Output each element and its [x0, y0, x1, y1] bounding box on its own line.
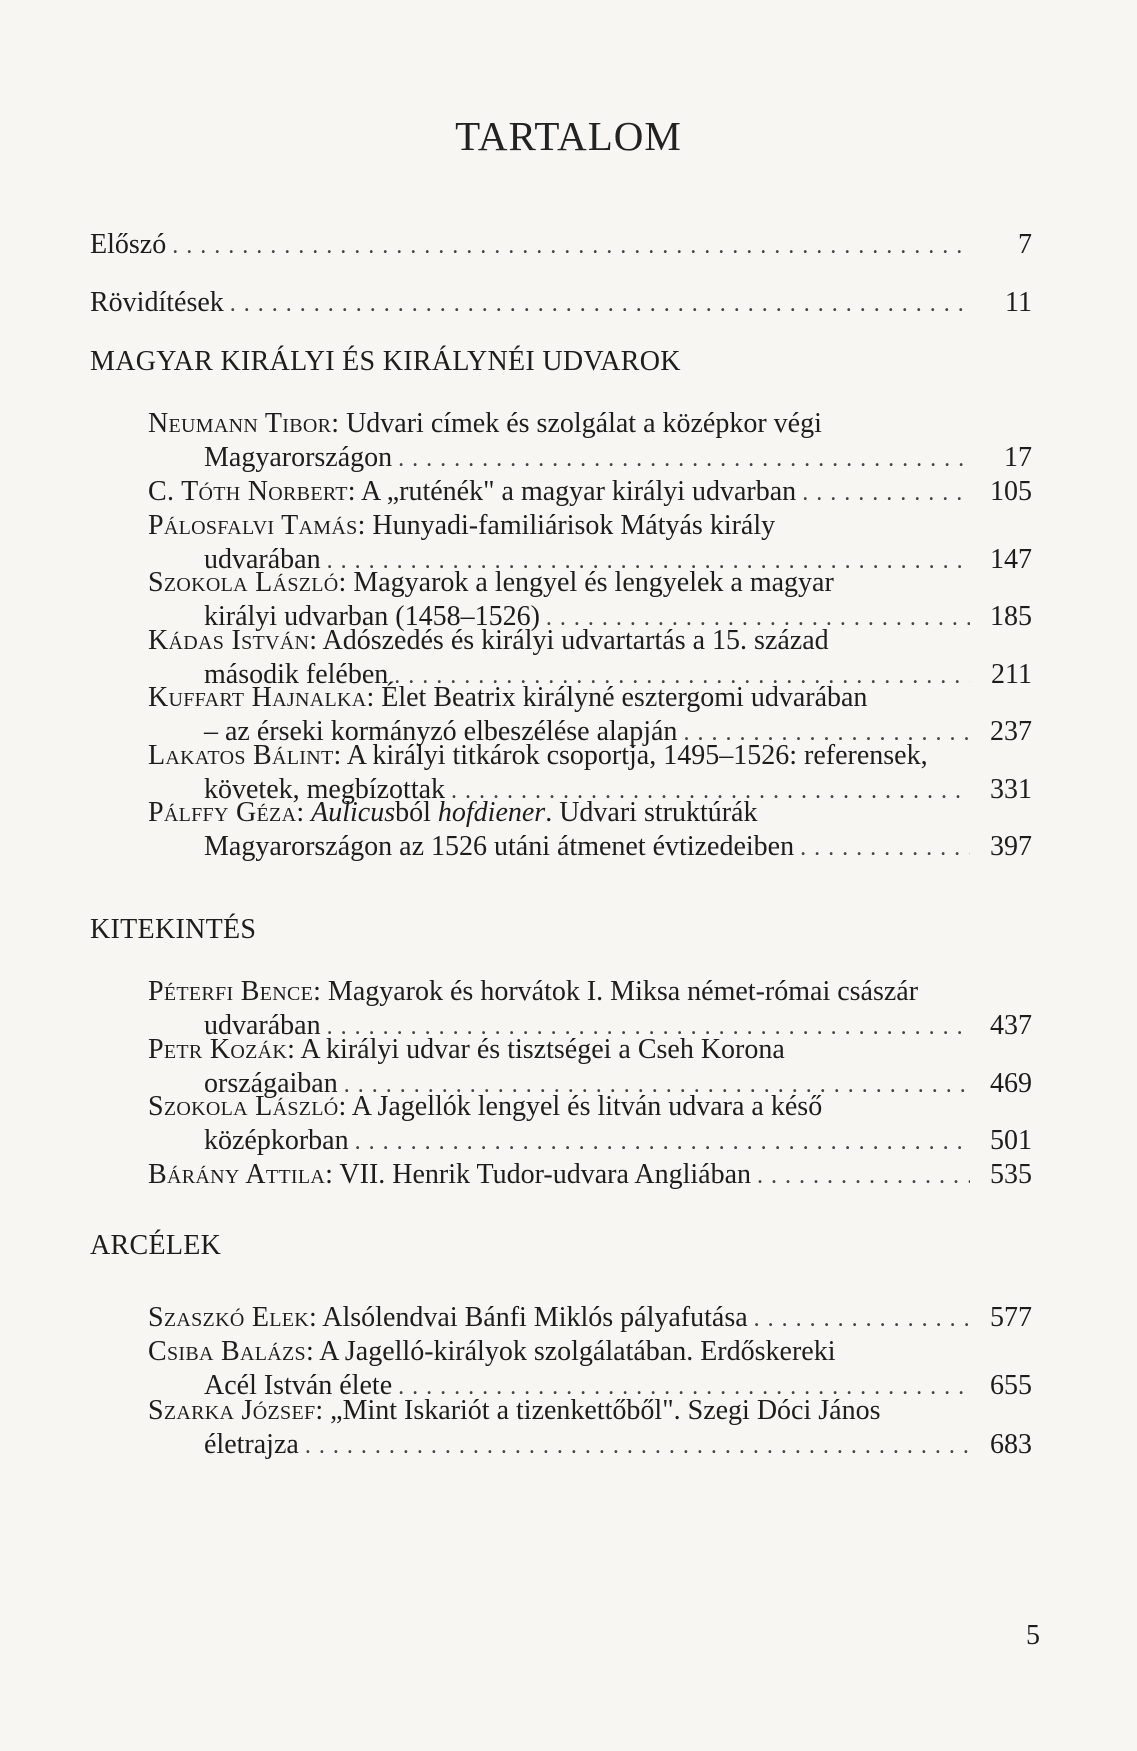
entry-title: A Jagelló-királyok szolgálatában. Erdőskereki [319, 1336, 836, 1367]
entry-author: Bárány Attila [148, 1159, 326, 1190]
entry-title: Alsólendvai Bánfi Miklós pályafutása [322, 1302, 748, 1333]
entry-title-cont: követek, megbízottak [204, 774, 446, 805]
entry-title: „Mint Iskariót a tizenkettőből". Szegi Dóci János [330, 1395, 881, 1426]
entry-page: 397 [990, 831, 1032, 862]
entry-title-cont: Magyarországon [204, 442, 393, 473]
leader-dots [800, 831, 970, 865]
entry-author: Csiba Balázs [148, 1336, 306, 1367]
entry-title: Udvari címek és szolgálat a középkor végi [346, 408, 822, 439]
entry-title: A királyi titkárok csoportja, 1495–1526: referensek, [346, 740, 928, 771]
toc-entry[interactable]: Szokola László: Magyarok a lengyel és lengyelek a magyar királyi udvarban (1458–1526) . . . 185 [148, 566, 1032, 635]
entry-page: 211 [991, 659, 1032, 690]
entry-page: 185 [990, 601, 1032, 632]
toc-entry[interactable]: Neumann Tibor: Udvari címek és szolgálat a középkor végi Magyarországon . . . 17 [148, 407, 1032, 476]
entry-author: Szokola László [148, 1091, 339, 1122]
entry-author: Lakatos Bálint [148, 740, 334, 771]
entry-title-cont: országaiban [204, 1068, 338, 1099]
entry-author: Neumann Tibor [148, 408, 332, 439]
toc-entry[interactable]: Péterfi Bence: Magyarok és horvátok I. Miksa német-római császár udvarában . . . 437 [148, 975, 1032, 1044]
section-heading: MAGYAR KIRÁLYI ÉS KIRÁLYNÉI UDVAROK [90, 346, 681, 377]
entry-title: A királyi udvar és tisztségei a Cseh Korona [300, 1034, 785, 1065]
section-heading: ARCÉLEK [90, 1230, 222, 1261]
leader-dots [754, 1302, 970, 1336]
entry-title-cont: középkorban [204, 1125, 349, 1156]
entry-author: Szokola László [148, 567, 339, 598]
entry-author: Péterfi Bence [148, 976, 314, 1007]
entry-author: Pálffy Géza [148, 797, 297, 828]
toc-entry[interactable]: Szokola László: A Jagellók lengyel és litván udvara a késő középkorban . . . 501 [148, 1090, 1032, 1159]
entry-title: ból [395, 797, 438, 828]
toc-entry-rovidites[interactable] [90, 286, 1032, 321]
entry-page: 7 [1018, 229, 1032, 260]
entry-page: 147 [990, 544, 1032, 575]
entry-title-cont: életrajza [204, 1429, 299, 1460]
entry-page: 237 [990, 716, 1032, 747]
entry-page: 437 [990, 1010, 1032, 1041]
leader-dots [355, 1125, 970, 1159]
entry-page: 331 [990, 774, 1032, 805]
entry-page: 501 [990, 1125, 1032, 1156]
entry-title-italic: hofdiener [437, 797, 546, 828]
entry-title: A Jagellók lengyel és litván udvara a késő [351, 1091, 823, 1122]
entry-title: Magyarok a lengyel és lengyelek a magyar [353, 567, 834, 598]
leader-dots [230, 287, 970, 321]
entry-title-cont: udvarában [204, 544, 321, 575]
entry-title: Adószedés és királyi udvartartás a 15. század [322, 625, 829, 656]
entry-page: 105 [990, 476, 1032, 507]
entry-page: 683 [990, 1429, 1032, 1460]
entry-author: Szaszkó Elek [148, 1302, 310, 1333]
entry-page: 577 [990, 1302, 1032, 1333]
entry-title-cont: királyi udvarban (1458–1526) [204, 601, 540, 632]
toc-entry[interactable]: Szarka József: „Mint Iskariót a tizenkettőből". Szegi Dóci János életrajza . . . 683 [148, 1394, 1032, 1463]
entry-author: Petr Kozák [148, 1034, 288, 1065]
toc-entry[interactable]: Pálosfalvi Tamás: Hunyadi-familiárisok Mátyás király udvarában . . . 147 [148, 509, 1032, 578]
entry-title-cont: udvarában [204, 1010, 321, 1041]
entry-title: . Udvari struktúrák [545, 797, 758, 828]
entry-title: A „ruténék" a magyar királyi udvarban [361, 476, 797, 507]
page-title: TARTALOM [455, 113, 682, 159]
entry-title: Rövidítések [90, 287, 224, 318]
toc-entry[interactable]: Csiba Balázs: A Jagelló-királyok szolgálatában. Erdőskereki Acél István élete . . . 655 [148, 1335, 1032, 1404]
page-number: 5 [1026, 1620, 1040, 1651]
section-heading: KITEKINTÉS [90, 914, 257, 945]
entry-title: Élet Beatrix királyné esztergomi udvarában [381, 682, 868, 713]
entry-page: 17 [1004, 442, 1032, 473]
entry-page: 655 [990, 1370, 1032, 1401]
entry-author: Kádas István [148, 625, 310, 656]
entry-author: C. Tóth Norbert [148, 476, 348, 507]
entry-page: 469 [990, 1068, 1032, 1099]
entry-author: Kuffart Hajnalka [148, 682, 367, 713]
entry-page: 535 [990, 1159, 1032, 1190]
toc-entry[interactable]: Kuffart Hajnalka: Élet Beatrix királyné esztergomi udvarában – az érseki kormányzó elbeszélése alapján . . . 237 [148, 681, 1032, 750]
entry-title-cont: második felében [204, 659, 389, 690]
toc-entry[interactable]: Petr Kozák: A királyi udvar és tisztségei a Cseh Korona országaiban . . . 469 [148, 1033, 1032, 1102]
entry-author: Szarka József [148, 1395, 316, 1426]
toc-entry[interactable]: Lakatos Bálint: A királyi titkárok csoportja, 1495–1526: referensek, követek, megbízottak . . . 331 [148, 739, 1032, 808]
entry-author: Pálosfalvi Tamás [148, 510, 358, 541]
leader-dots [802, 476, 970, 510]
leader-dots [305, 1429, 970, 1463]
entry-title: VII. Henrik Tudor-udvara Angliában [339, 1159, 751, 1190]
toc-entry[interactable]: Bárány Attila: VII. Henrik Tudor-udvara Angliában . . . 535 [148, 1158, 1032, 1193]
leader-dots [757, 1159, 970, 1193]
leader-dots [398, 442, 970, 476]
toc-entry[interactable]: Kádas István: Adószedés és királyi udvartartás a 15. század második felében . . . 211 [148, 624, 1032, 693]
entry-title-italic: Aulicus [311, 797, 396, 828]
toc-entry[interactable]: C. Tóth Norbert: A „ruténék" a magyar királyi udvarban . . . 105 [148, 475, 1032, 510]
entry-title: Magyarok és horvátok I. Miksa német-római császár [327, 976, 919, 1007]
entry-title: Előszó [90, 229, 167, 260]
toc-entry-eloszo[interactable] [90, 228, 1032, 263]
entry-title-cont: Acél István élete [204, 1370, 393, 1401]
toc-entry[interactable]: Pálffy Géza: Aulicusból hofdiener. Udvari struktúrák Magyarországon az 1526 utáni átmenet évtizedeiben . . . 397 [148, 796, 1032, 865]
entry-page: 11 [1005, 287, 1032, 318]
entry-title-cont: – az érseki kormányzó elbeszélése alapján [204, 716, 678, 747]
entry-title: Hunyadi-familiárisok Mátyás király [372, 510, 776, 541]
entry-title-cont: Magyarországon az 1526 utáni átmenet évtizedeiben [204, 831, 795, 862]
leader-dots [172, 229, 970, 263]
toc-entry[interactable]: Szaszkó Elek: Alsólendvai Bánfi Miklós pályafutása . . . 577 [148, 1301, 1032, 1336]
